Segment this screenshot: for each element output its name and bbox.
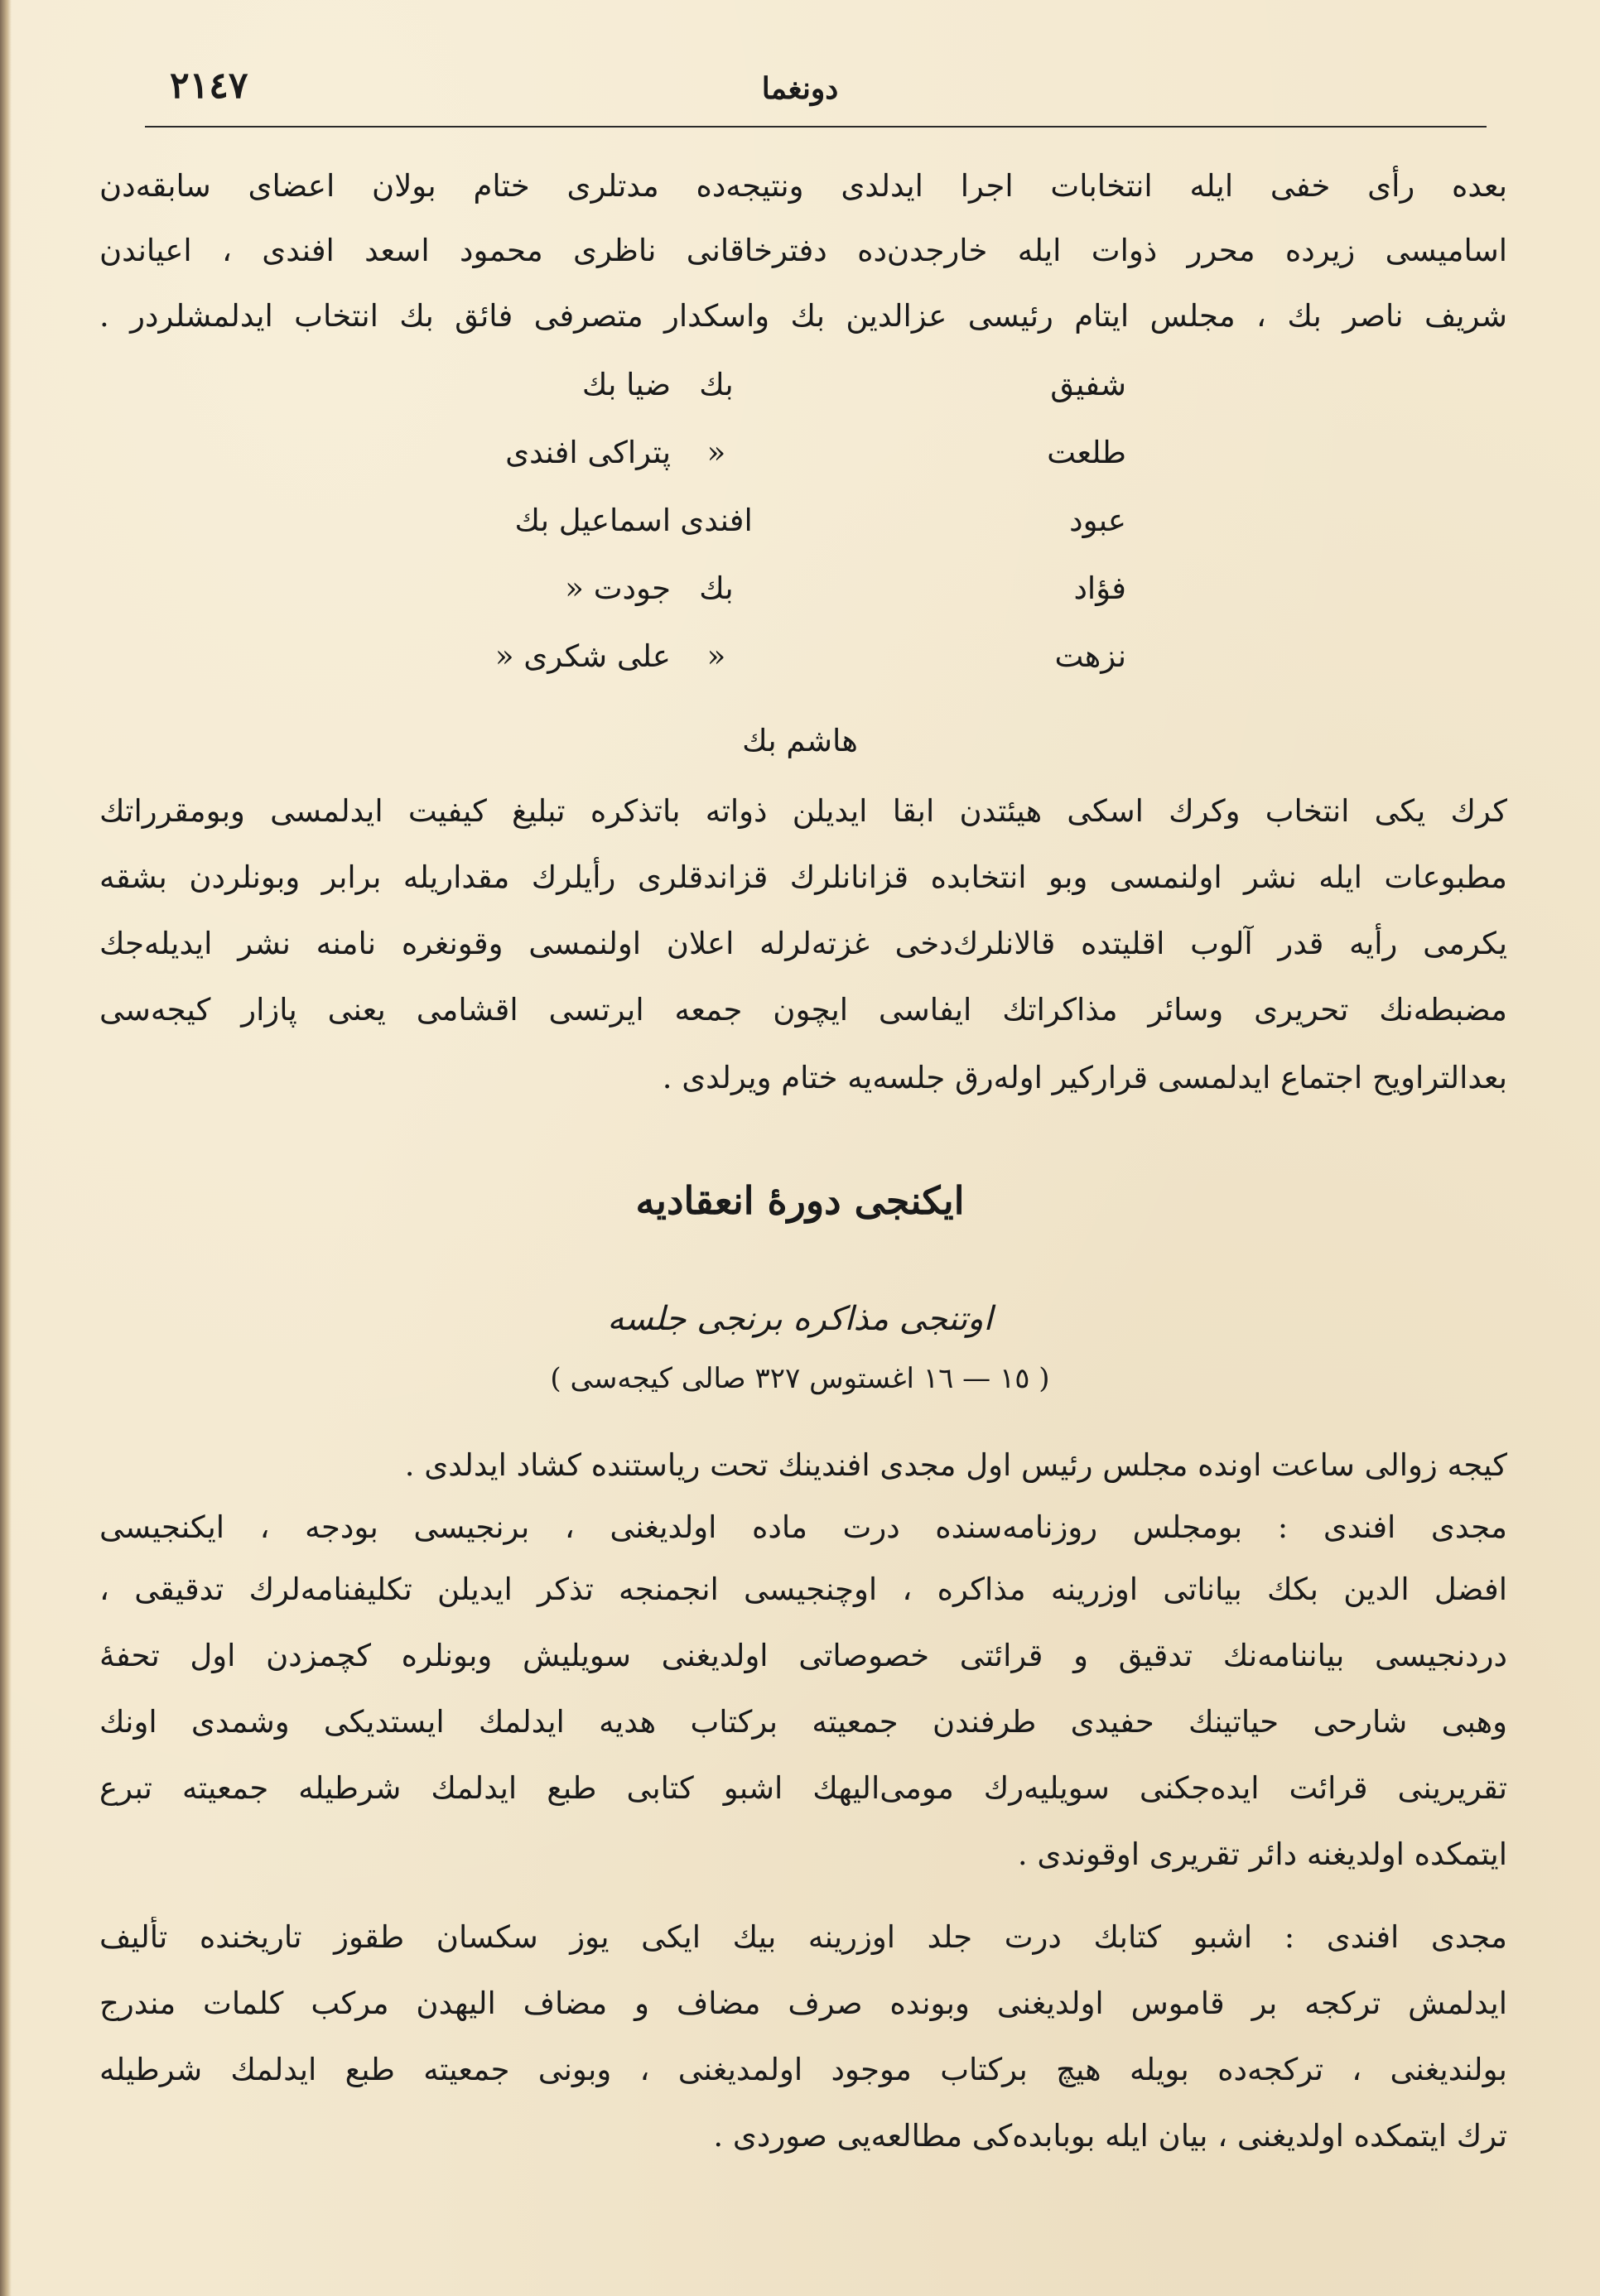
name-row <box>0 432 1600 474</box>
name-second: علی شکری « <box>494 638 671 674</box>
name-title: بك <box>699 570 734 606</box>
page-binding-edge <box>0 0 12 2296</box>
paragraph-line: بعدالتراویح اجتماع ایدلمسی قرارکیر اوله‌رق جلسه‌یه ختام ویرلدی . <box>662 1060 1507 1095</box>
speech1-line: تقریرینی قرائت ایده‌جکنی سویلیه‌رك مومی‌الیهك اشبو کتابی طبع ایدلمك شرطیله جمعیته تبرع <box>99 1770 1507 1806</box>
name-title: « <box>706 638 726 674</box>
name-first: عبود <box>1069 503 1126 538</box>
paragraph-line: مضبطه‌نك تحریری وسائر مذاکراتك ایفاسی ایچون جمعه ایرتسی اقشامی یعنی پازار کیجه‌سی <box>99 992 1507 1028</box>
name-last: هاشم بك <box>742 723 858 758</box>
name-first: شفیق <box>1050 367 1126 402</box>
name-title: « <box>706 435 726 470</box>
page-number: ٢١٤٧ <box>170 65 248 107</box>
speech1-line: افضل الدین بکك بیاناتی اوزرینه مذاکره ، اوچنجیسی انجمنجه تذکر ایدیلن تکلیفنامه‌لرك تدقیقی ، <box>99 1572 1507 1607</box>
speech2-line: بولندیغنی ، ترکجه‌ده بویله هیچ برکتاب موجود اولمدیغنی ، وبونی جمعیته طبع ایدلمك شرطیله <box>99 2052 1507 2087</box>
name-row <box>0 500 1600 542</box>
speech1-line: ایتمکده اولدیغنه دائر تقریری اوقوندی . <box>1017 1836 1507 1872</box>
opening-line: کیجه زوالی ساعت اونده مجلس رئیس اول مجدی افندینك تحت ریاستنده کشاد ایدلدی . <box>404 1447 1507 1483</box>
name-row <box>0 364 1600 406</box>
paragraph-line: مطبوعات ایله نشر اولنمسی وبو انتخابده قزانانلرك قزاندقلری رأیلرك مقداریله برابر وبونلردن بشقه <box>99 859 1507 895</box>
session-title: اوتنجی مذاکره برنجی جلسه <box>607 1300 993 1338</box>
name-first: فؤاد <box>1073 570 1126 606</box>
speech1-line: وهبی شارحی حیاتینك حفیدی طرفندن جمعیته برکتاب هدیه ایدلمك ایستدیکی وشمدی اونك <box>99 1704 1507 1740</box>
session-date: ( ١٥ — ١٦ اغستوس ٣٢٧ صالی کیجه‌سی ) <box>550 1362 1050 1395</box>
intro-line: اسامیسی زیرده محرر ذوات ایله خارجدن‌ده دفترخاقانی ناظری محمود اسعد افندی ، اعیاندن <box>99 233 1507 268</box>
speech1-line: دردنجیسی بیاننامه‌نك تدقیق و قرائتی خصوصاتی اولدیغنی سویلیش وبونلره کچمزدن اول تحفهٔ <box>99 1638 1507 1673</box>
name-first: نزهت <box>1054 638 1126 674</box>
name-first: طلعت <box>1047 435 1126 470</box>
name-second: ضیا بك <box>581 367 671 402</box>
name-title: افندی <box>680 503 753 538</box>
intro-line: بعده رأی خفی ایله انتخابات اجرا ایدلدی ونتیجه‌ده مدتلری ختام بولان اعضای سابقه‌دن <box>99 168 1507 204</box>
section-title: ایکنجی دورهٔ انعقادیه <box>635 1178 965 1223</box>
header-rule <box>145 126 1487 128</box>
name-row <box>0 636 1600 677</box>
speech1-line: مجدی افندی : بومجلس روزنامه‌سنده درت ماده اولدیغنی ، برنجیسی بودجه ، ایکنجیسی <box>99 1509 1507 1545</box>
name-row <box>0 568 1600 609</box>
name-second: جودت « <box>565 570 671 606</box>
paragraph-line: کرك یکی انتخاب وکرك اسکی هیئتدن ابقا ایدیلن ذواته باتذکره تبلیغ کیفیت ایدلمسی وبومقرراتك <box>99 793 1507 829</box>
speech2-line: مجدی افندی : اشبو کتابك درت جلد اوزرینه بیك ایکی یوز سکسان طقوز تاریخنده تألیف <box>99 1919 1507 1955</box>
name-title: بك <box>699 367 734 402</box>
name-second: پتراکی افندی <box>505 435 671 470</box>
intro-line: شریف ناصر بك ، مجلس ایتام رئیسی عزالدین بك واسکدار متصرفی فائق بك انتخاب ایدلمشلردر . <box>99 298 1507 334</box>
speech2-line: ایدلمش ترکجه بر قاموس اولدیغنی وبونده صرف مضاف و مضاف الیهدن مرکب کلمات مندرج <box>99 1986 1507 2021</box>
paragraph-line: یکرمی رأیه قدر آلوب اقلیتده قالانلرك‌دخی غزته‌لرله اعلان اولنمسی وقونغره نامنه نشر ایدیله‌جك <box>99 926 1507 961</box>
speech2-line: ترك ایتمکده اولدیغنی ، بیان ایله بوبابده‌کی مطالعه‌یی صوردی . <box>713 2118 1507 2154</box>
running-title: دونغما <box>761 71 839 106</box>
name-second: اسماعیل بك <box>514 503 671 538</box>
